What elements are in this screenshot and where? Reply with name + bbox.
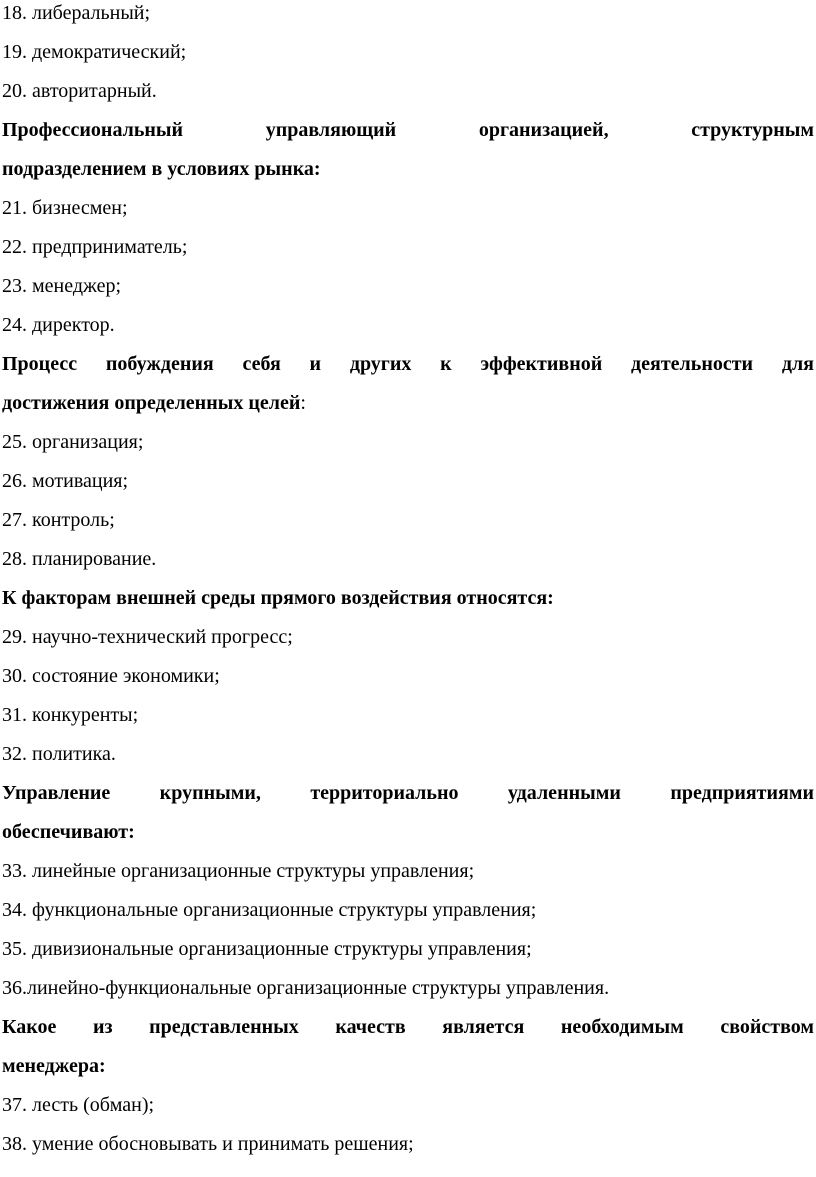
option-30: 30. состояние экономики; — [2, 665, 220, 687]
option-38: 38. умение обосновывать и принимать решения; — [2, 1133, 414, 1155]
question-motivation-definition — [2, 345, 814, 423]
question-text-line-2: подразделением в условиях рынка: — [2, 158, 321, 180]
option-29: 29. научно-технический прогресс; — [2, 626, 293, 648]
option-18: 18. либеральный; — [2, 2, 151, 24]
question-text-line-1: Процесс побуждения себя и других к эффективной деятельности для — [2, 353, 814, 375]
option-19: 19. демократический; — [2, 41, 187, 63]
option-33: 33. линейные организационные структуры управления; — [2, 860, 475, 882]
option-31: 31. конкуренты; — [2, 704, 139, 726]
question-text-line-1: Какое из представленных качеств является необходимым свойством — [2, 1016, 814, 1038]
question-text-line-2-main: достижения определенных целей — [2, 392, 301, 414]
question-management-structures — [2, 774, 814, 852]
option-36: 36.линейно-функциональные организационные структуры управления. — [2, 977, 610, 999]
option-34: 34. функциональные организационные структуры управления; — [2, 899, 537, 921]
question-external-factors — [2, 579, 814, 618]
option-32: 32. политика. — [2, 743, 116, 765]
option-22: 22. предприниматель; — [2, 236, 188, 258]
question-text-line-1: К факторам внешней среды прямого воздействия относятся: — [2, 587, 554, 609]
option-20: 20. авторитарный. — [2, 80, 157, 102]
option-23: 23. менеджер; — [2, 275, 122, 297]
option-21: 21. бизнесмен; — [2, 197, 128, 219]
option-26: 26. мотивация; — [2, 470, 129, 492]
question-text-line-2: обеспечивают: — [2, 821, 135, 843]
question-text-line-1: Управление крупными, территориально удаленными предприятиями — [2, 782, 814, 804]
option-24: 24. директор. — [2, 314, 115, 336]
option-28: 28. планирование. — [2, 548, 157, 570]
question-manager-definition — [2, 111, 814, 189]
question-text-line-2 — [2, 384, 814, 423]
question-text-line-1: Профессиональный управляющий организацией, структурным — [2, 119, 814, 141]
option-37: 37. лесть (обман); — [2, 1094, 155, 1116]
question-text-line-2-colon: : — [300, 392, 306, 414]
option-27: 27. контроль; — [2, 509, 115, 531]
question-text-line-2: менеджера: — [2, 1055, 106, 1077]
question-manager-qualities — [2, 1008, 814, 1086]
option-35: 35. дивизиональные организационные структуры управления; — [2, 938, 532, 960]
option-25: 25. организация; — [2, 431, 144, 453]
